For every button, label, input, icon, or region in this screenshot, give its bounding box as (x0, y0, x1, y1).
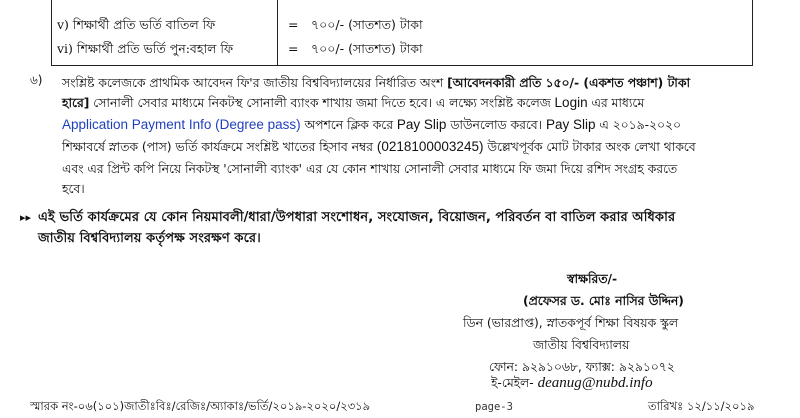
account-number: (0218100003245) (376, 139, 484, 154)
email-link[interactable]: deanug@nubd.info (537, 375, 653, 391)
pay-slip-text: Pay Slip (545, 117, 596, 132)
text-run: উল্লেখপূর্বক মোট টাকার অংক লেখা থাকবে (483, 140, 696, 154)
table-row (52, 41, 752, 65)
signatory-name: (প্রফেসর ড. মোঃ নাসির উদ্দিন) (523, 294, 684, 308)
text-run: সোনালী সেবার মাধ্যমে নিকটস্থ সোনালী ব্যাংক শাখায় জমা দিতে হবে। এ লক্ষ্যে সংশ্লিষ্ট কলেজ (89, 96, 555, 110)
table-row (52, 17, 752, 41)
paragraph-line (62, 137, 696, 158)
phone-fax: ফোন: ৯২৯১০৬৮, ফ্যাক্স: ৯২৯১০৭২ (489, 360, 675, 374)
signed-mark: স্বাক্ষরিত/- (567, 272, 618, 286)
email-label: ই-মেইল- (491, 376, 538, 390)
paragraph-line (62, 93, 644, 114)
pay-slip-text: Pay Slip (396, 117, 447, 132)
text-run: এর মাধ্যমে (587, 96, 645, 110)
text-run: শিক্ষাবর্ষে স্নাতক (পাস) ভর্তি কার্যক্রমে সংশ্লিষ্ট খাতের হিসাব নম্বর (62, 140, 377, 154)
text-run: এ ২০১৯-২০২০ (595, 118, 682, 132)
paragraph-line (62, 115, 681, 136)
organization-name: জাতীয় বিশ্ববিদ্যালয় (533, 338, 630, 352)
equals-sign: = (288, 17, 299, 32)
fee-label: vi) শিক্ষার্থী প্রতি ভর্তি পুন:বহাল ফি (57, 41, 234, 56)
document-date: তারিখঃ ১২/১১/২০১৯ (648, 399, 755, 413)
section-number: ৬) (30, 73, 43, 87)
bold-text-run: হারে] (62, 96, 90, 110)
signatory-title: ডিন (ভারপ্রাপ্ত), স্নাতকপূর্ব শিক্ষা বিষয়ক স্কুল (463, 316, 679, 330)
fee-label: v) শিক্ষার্থী প্রতি ভর্তি বাতিল ফি (57, 17, 216, 32)
notice-line: জাতীয় বিশ্ববিদ্যালয় কর্তৃপক্ষ সংরক্ষণ করে। (38, 231, 261, 246)
email-line (491, 375, 653, 395)
text-run: ডাউনলোড করবে। (446, 118, 546, 132)
paragraph-line (62, 73, 690, 94)
text-run: অপশনে ক্লিক করে (300, 118, 397, 132)
bold-text-run: [আবেদনকারী প্রতি ১৫০/- (একশত পঞ্চাশ) টাকা (447, 76, 691, 90)
page-number: page-3 (475, 401, 513, 413)
fee-amount: ৭০০/- (সাতশত) টাকা (311, 17, 423, 32)
fee-amount: ৭০০/- (সাতশত) টাকা (311, 41, 423, 56)
rights-notice (38, 207, 768, 249)
paragraph-line: হবে। (62, 182, 85, 196)
fee-table (51, 0, 753, 66)
double-arrow-icon: ▸▸ (20, 211, 32, 224)
equals-sign: = (288, 41, 299, 56)
application-payment-info-link[interactable]: Application Payment Info (Degree pass) (62, 117, 301, 132)
text-run: সংশ্লিষ্ট কলেজকে প্রাথমিক আবেদন ফি'র জাতীয় বিশ্ববিদ্যালয়ের নির্ধারিত অংশ (62, 76, 448, 90)
memo-number: স্মারক নং-০৬(১০১)জাতীঃবিঃ/রেজিঃ/অ্যাকাঃ/ভর্তি/২০১৯-২০২০/২৩১৯ (30, 399, 371, 413)
notice-line: এই ভর্তি কার্যক্রমের যে কোন নিয়মাবলী/ধারা/উপধারা সংশোধন, সংযোজন, বিয়োজন, পরিবর্তন বা বাতিল করার অধিকার (38, 210, 676, 225)
paragraph-line: এবং এর প্রিন্ট কপি নিয়ে নিকটস্থ 'সোনালী ব্যাংক' এর যে কোন শাখায় সোনালী সেবার মাধ্যমে ফি জমা দিয়ে রশিদ সংগ্রহ করতে (62, 162, 678, 176)
login-text: Login (554, 95, 588, 110)
